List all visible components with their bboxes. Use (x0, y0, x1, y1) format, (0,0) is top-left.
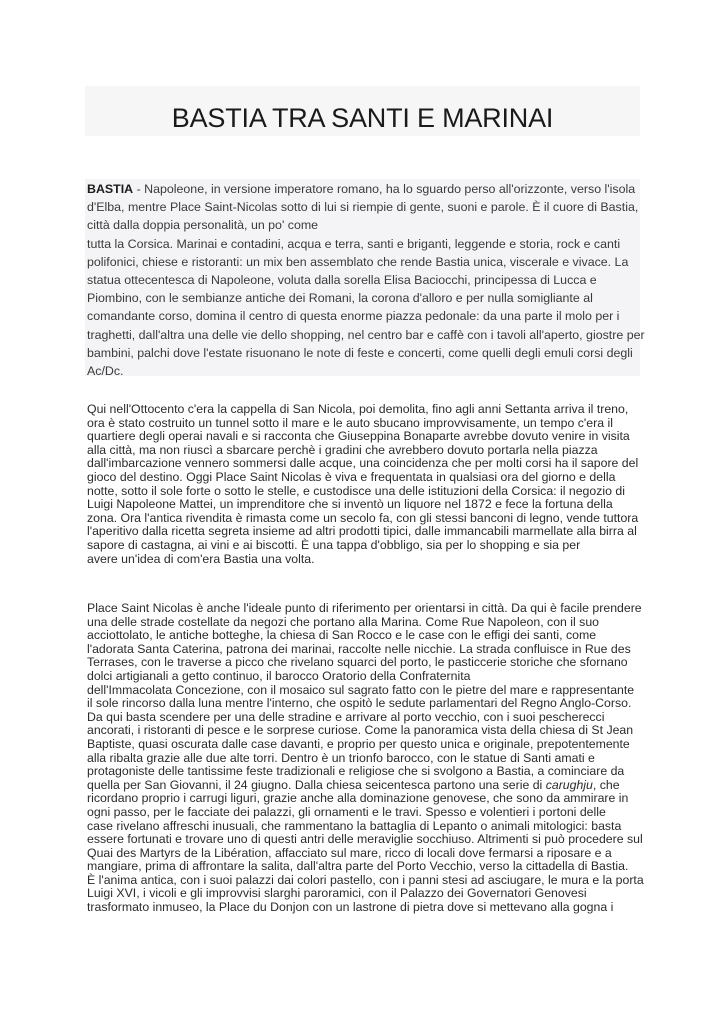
text-line: ora è stato costruito un tunnel sotto il mare e le auto sbucano improvvisamente, un tempo c'era il (87, 415, 613, 430)
text-line: Da qui basta scendere per una delle stradine e arrivare al porto vecchio, con i suoi pescherecci (87, 709, 605, 724)
text-line: acciottolato, le antiche botteghe, la chiesa di San Rocco e le case con le effigi dei santi, come (87, 628, 597, 643)
text-line: una delle strade costellate da negozi che portano alla Marina. Come Rue Napoleon, con il suo (87, 614, 600, 629)
intro-line: traghetti, dall'altra una delle vie dello shopping, nel centro bar e caffè con i tavoli all'aperto, giostre per (87, 327, 645, 342)
text-line: Place Saint Nicolas è anche l'ideale punto di riferimento per orientarsi in città. Da qui è facile prendere (87, 601, 642, 615)
text-line: ogni passo, per le facciate dei palazzi, gli ornamenti e le travi. Spesso e volentieri i portoni delle (87, 804, 606, 819)
intro-lead-separator: - (133, 182, 145, 196)
text-line: Luigi Napoleone Mattei, un imprenditore che si inventò un liquore nel 1872 e fece la fortuna della (87, 497, 613, 512)
text-line: zona. Ora l'antica rivendita è rimasta come un secolo fa, con gli stessi banconi di legno, vende tuttora (87, 510, 639, 525)
text-line: Terrases, con le traverse a picco che rivelano squarci del porto, le pasticcerie storiche che sfornano (87, 655, 628, 670)
text-line: Quai des Martyrs de la Libération, affacciato sul mare, ricco di locali dove fermarsi a riposare e a (87, 845, 612, 860)
intro-line: comandante corso, domina il centro di questa enorme piazza pedonale: da una parte il molo per i (87, 309, 620, 324)
page-title: BASTIA TRA SANTI E MARINAI (171, 103, 554, 133)
text-line: Qui nell'Ottocento c'era la cappella di San Nicola, poi demolita, fino agli anni Settanta arriva il treno, (87, 402, 629, 416)
text-line: alla ribalta grazie alle due alte torri. Dentro è un trionfo barocco, con le statue di Santi amati e (87, 750, 595, 765)
text-line: l'adorata Santa Caterina, patrona dei marinai, raccolte nelle nicchie. La strada confluisce in Rue des (87, 641, 631, 656)
italic-term: carughju (545, 777, 593, 792)
text-line: trasformato inmuseo, la Place du Donjon con un lastrone di pietra dove si mettevano alla gogna i (87, 900, 614, 915)
intro-line: d'Elba, mentre Place Saint-Nicolas sotto di lui si riempie di gente, suoni e parole. È il cuore di Bastia, (87, 200, 639, 215)
text-line: quartiere degli operai navali e si racconta che Giuseppina Bonaparte avrebbe dovuto venire in visita (87, 429, 630, 444)
text-line: ricordano proprio i carrugi liguri, grazie anche alla dominazione genovese, che sono da ammirare in (87, 791, 629, 806)
paragraph-2 (87, 602, 647, 915)
intro-line: bambini, palchi dove l'estate risuonano le note di feste e concerti, come quelli degli emuli corsi degli (87, 345, 633, 360)
text-line: Baptiste, quasi oscurata dalle case davanti, e proprio per questo unica e originale, prepotentemente (87, 736, 630, 751)
text-line: il sole rincorso dalla luna mentre l'interno, che ospitò le sedute parlamentari del Regno Anglo-Corso. (87, 696, 632, 711)
intro-line: Piombino, con le sembianze antiche dei Romani, la corona d'alloro e per nulla somigliante al (87, 291, 593, 306)
text-line: È l'anima antica, con i suoi palazzi dai colori pastello, con i panni stesi ad asciugare, le mura e la porta (87, 872, 644, 887)
intro-line: BASTIA - Napoleone, in versione imperatore romano, ha lo sguardo perso all'orizzonte, verso l'isola (87, 182, 636, 196)
text-line: essere fortunati e trovare uno di questi antri delle meraviglie socchiuso. Altrimenti si può procedere sul (87, 832, 643, 847)
intro-paragraph (87, 180, 645, 380)
text-line: ancorati, i ristoranti di pesce e le sorprese curiose. Come la panoramica vista della chiesa di St Jean (87, 723, 634, 738)
intro-line: statua ottecentesca di Napoleone, voluta dalla sorella Elisa Baciocchi, principessa di Lucca e (87, 273, 597, 288)
intro-line: tutta la Corsica. Marinai e contadini, acqua e terra, santi e briganti, leggende e storia, rock e canti (87, 236, 621, 251)
text-line: l'aperitivo dalla ricetta segreta insieme ad altri prodotti tipici, dalle immancabili marmellate alla birra al (87, 524, 637, 539)
paragraph-1 (87, 403, 647, 566)
text-line: dolci artigianali a getto continuo, il barocco Oratorio della Confraternita (87, 668, 471, 683)
text-line: protagoniste delle tantissime feste tradizionali e religiose che si svolgono a Bastia, a cominciare da (87, 764, 625, 779)
text-line: gioco del destino. Oggi Place Saint Nicolas è viva e frequentata in qualsiasi ora del giorno e della (87, 469, 616, 484)
intro-line: città dalla doppia personalità, un po' come (87, 218, 319, 233)
text-line: notte, sotto il sole forte o sotto le stelle, e custodisce una delle istituzioni della Corsica: il negozio di (87, 483, 625, 498)
intro-line: Ac/Dc. (87, 364, 124, 379)
text-line: Luigi XVI, i vicoli e gli improvvisi slarghi paroramici, con il Palazzo dei Governatori Genovesi (87, 886, 587, 901)
text-line: alla città, ma non riuscì a sbarcare perchè i gradini che avrebbero dovuto portarla nella piazza (87, 442, 598, 457)
text-line: avere un'idea di com'era Bastia una volta. (87, 551, 315, 566)
text-line: quella per San Giovanni, il 24 giugno. Dalla chiesa seicentesca partono una serie di carughju, che (87, 777, 620, 792)
text-line: case rivelano affreschi inusuali, che rammentano la battaglia di Lepanto o animali mitologici: basta (87, 818, 622, 833)
intro-lead: BASTIA (87, 182, 134, 196)
text-line: dell'Immacolata Concezione, con il mosaico sul sagrato fatto con le pietre del mare e rappresentante (87, 682, 635, 697)
text-line: sapore di castagna, ai vini e ai biscotti. È una tappa d'obbligo, sia per lo shopping e sia per (87, 537, 581, 552)
text-line: dall'imbarcazione vennero sommersi dalle acque, una coincidenza che per molti corsi ha il sapore del (87, 456, 639, 471)
text-line: mangiare, prima di affrontare la salita, dall'altra parte del Porto Vecchio, verso la cittadella di Bastia. (87, 859, 629, 874)
intro-line: polifonici, chiese e ristoranti: un mix ben assemblato che rende Bastia unica, viscerale e vivace. La (87, 254, 629, 269)
